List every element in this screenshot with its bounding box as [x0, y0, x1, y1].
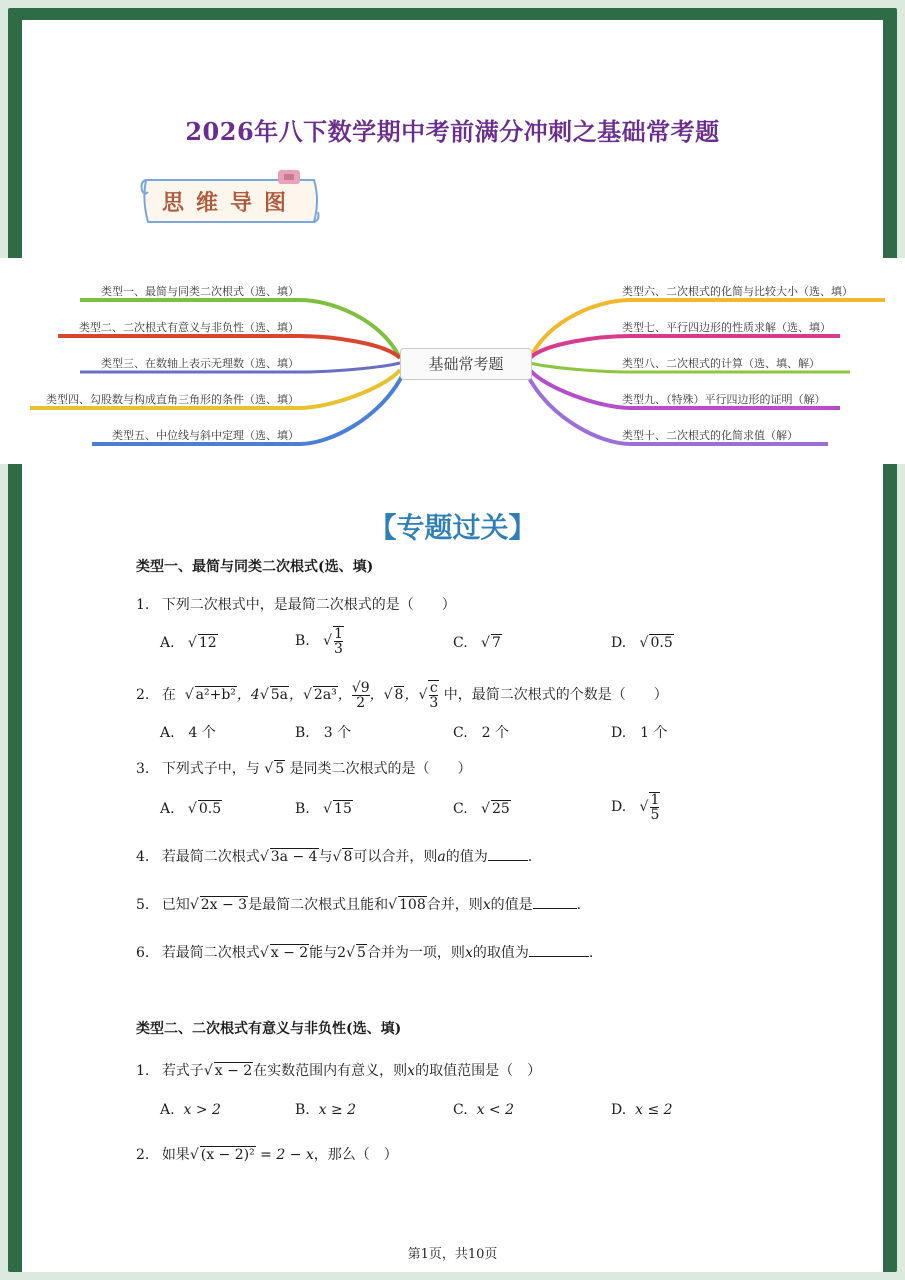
question-number: 3. — [136, 761, 150, 777]
question-number: 1. — [136, 597, 150, 613]
banner-label: 思维导图 — [161, 190, 298, 216]
mind-map-branch-type-8: 类型八、二次根式的计算（选、填、解） — [622, 357, 820, 370]
radical-expression-list: √ a²+b²，4√ 5a，√ 2a³， $\frac{√9}{2}$ ，√ 8，√ $\frac{c}{3}$ — [180, 679, 439, 711]
mind-map-branch-type-3: 类型三、在数轴上表示无理数（选、填） — [101, 357, 299, 370]
option-b[interactable]: B. x ≥ 2 — [295, 1102, 357, 1118]
question-text: 下列二次根式中，是最简二次根式的是（ ） — [161, 597, 456, 613]
question-2-2: 2. 如果√ (x − 2)² = 2 − x，那么（ ） — [136, 1147, 398, 1163]
option-c[interactable]: C. 2 个 — [453, 725, 510, 741]
mind-map-branch-type-10: 类型十、二次根式的化简求值（解） — [622, 429, 798, 442]
question-1-4: 4. 若最简二次根式√ 3a − 4与√ 8可以合并，则a的值为 . — [136, 849, 533, 865]
answer-blank[interactable] — [488, 860, 528, 861]
option-c[interactable]: C. √ 25 — [453, 801, 510, 817]
question-1-2 — [136, 680, 668, 710]
question-number: 5. — [136, 897, 150, 913]
page-footer: 第1页，共10页 — [407, 1247, 498, 1262]
option-a[interactable]: A. x > 2 — [160, 1102, 221, 1118]
question-text-suffix: 是同类二次根式的是（ ） — [289, 761, 472, 777]
option-a[interactable]: A. √ 12 — [160, 635, 217, 651]
option-d[interactable]: D. √ 0.5 — [611, 635, 673, 651]
mind-map-center: 基础常考题 — [400, 348, 532, 380]
question-1-1 — [136, 594, 456, 614]
mind-map-branch-type-1: 类型一、最简与同类二次根式（选、填） — [101, 285, 299, 298]
category-heading-type-1: 类型一、最简与同类二次根式(选、填) — [136, 559, 374, 575]
question-number: 1. — [136, 1063, 150, 1079]
question-text-prefix: 下列式子中，与 — [161, 761, 260, 777]
option-b[interactable]: B. 3 个 — [295, 725, 352, 741]
question-text-suffix: 中，最简二次根式的个数是（ ） — [443, 687, 668, 703]
mind-map-branch-type-2: 类型二、二次根式有意义与非负性（选、填） — [79, 321, 299, 334]
radical-value: 3a − 4 — [270, 849, 318, 865]
mind-map-branch-type-4: 类型四、勾股数与构成直角三角形的条件（选、填） — [46, 393, 299, 406]
section-title: 【专题过关】 — [368, 511, 537, 544]
option-a[interactable]: A. √ 0.5 — [160, 801, 222, 817]
category-heading-type-2: 类型二、二次根式有意义与非负性(选、填) — [136, 1021, 402, 1037]
option-d[interactable]: D. √ $\frac{1}{5}$ — [611, 792, 660, 823]
question-1-3: 3. 下列式子中，与 √ 5 是同类二次根式的是（ ） — [136, 761, 472, 777]
mind-map-branch-type-5: 类型五、中位线与斜中定理（选、填） — [112, 429, 299, 442]
option-c[interactable]: C. x < 2 — [453, 1102, 515, 1118]
question-2-1: 1. 若式子√ x − 2在实数范围内有意义，则x的取值范围是（ ） — [136, 1063, 542, 1079]
mind-map-banner — [138, 170, 322, 228]
mind-map-branch-type-9: 类型九、（特殊）平行四边形的证明（解） — [622, 393, 826, 406]
option-b[interactable]: B. √ 15 — [295, 801, 352, 817]
answer-blank[interactable] — [529, 956, 589, 957]
mind-map-branch-type-6: 类型六、二次根式的化简与比较大小（选、填） — [622, 285, 853, 298]
question-1-2-options — [160, 722, 780, 752]
option-b[interactable]: B. √ $\frac{1}{3}$ — [295, 626, 343, 657]
radical-value: 5 — [275, 761, 285, 777]
mind-map-branch-type-7: 类型七、平行四边形的性质求解（选、填） — [622, 321, 831, 334]
question-number: 2. — [136, 687, 150, 703]
question-number: 6. — [136, 945, 150, 961]
question-text-prefix: 在 — [161, 687, 176, 703]
question-1-3-options — [160, 792, 780, 830]
question-2-1-options — [160, 1102, 780, 1132]
question-1-1-options — [160, 626, 780, 664]
question-1-6: 6. 若最简二次根式√ x − 2能与2√ 5合并为一项，则x的取值为 . — [136, 945, 594, 961]
option-c[interactable]: C. √ 7 — [453, 635, 501, 651]
document-title: 2026年八下数学期中考前满分冲刺之基础常考题 — [185, 117, 720, 146]
mind-map — [0, 258, 905, 464]
answer-blank[interactable] — [533, 908, 577, 909]
option-d[interactable]: D. x ≤ 2 — [611, 1102, 673, 1118]
question-1-5: 5. 已知√ 2x − 3是最简二次根式且能和√ 108合并，则x的值是 . — [136, 897, 582, 913]
option-a[interactable]: A. 4 个 — [160, 725, 216, 741]
question-number: 4. — [136, 849, 150, 865]
question-number: 2. — [136, 1147, 150, 1163]
option-d[interactable]: D. 1 个 — [611, 725, 668, 741]
